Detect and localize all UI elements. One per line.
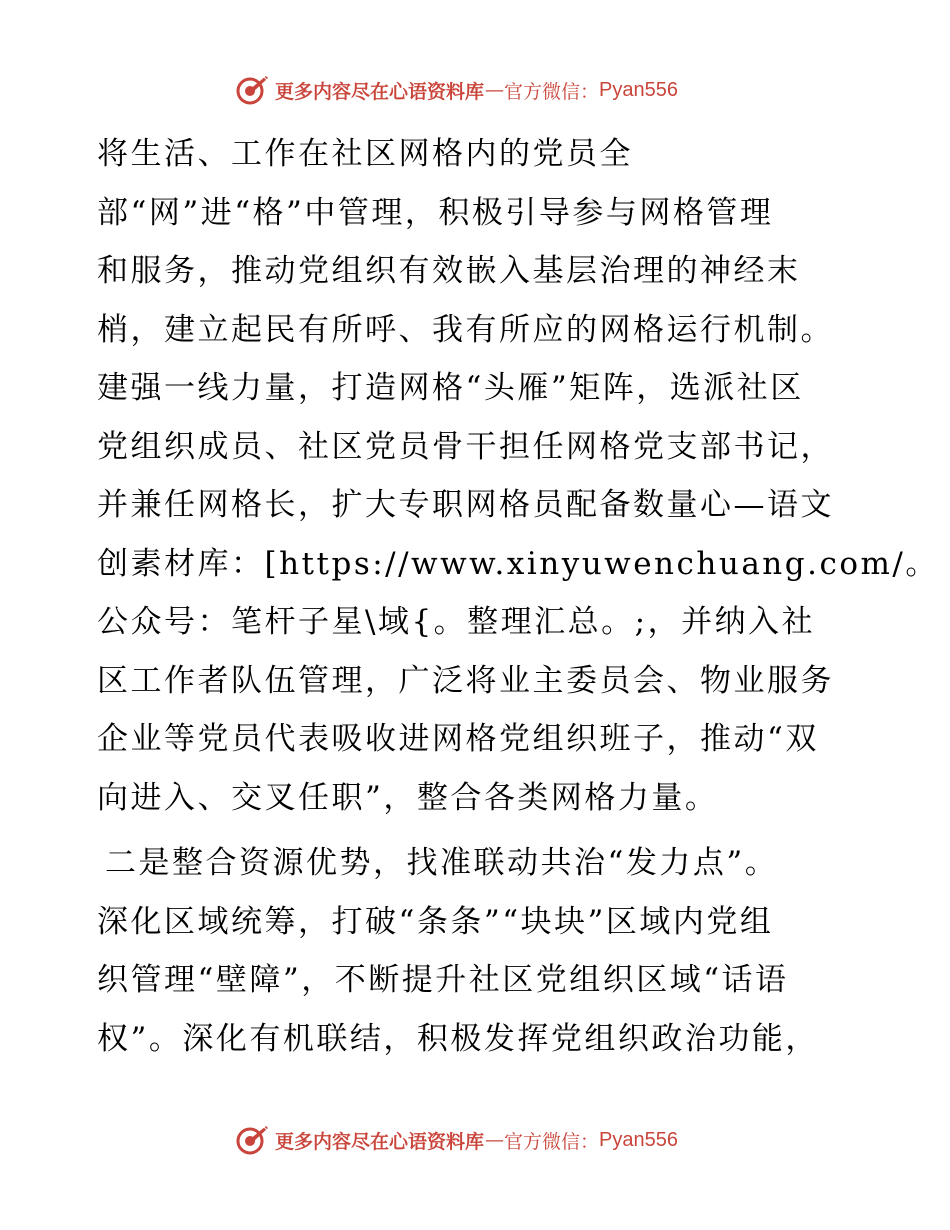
body-line: 建强一线力量，打造网格“头雁”矩阵，选派社区 bbox=[97, 370, 804, 406]
body-line: 织管理“壁障”，不断提升社区党组织区域“话语 bbox=[97, 962, 789, 998]
body-line: 部“网”进“格”中管理，积极引导参与网格管理 bbox=[97, 194, 774, 231]
body-line: 并兼任网格长，扩大专职网格员配备数量心—语文 bbox=[97, 487, 834, 523]
watermark-main-text: 更多内容尽在心语资料库 bbox=[275, 1130, 485, 1153]
section-heading-line: 二是整合资源优势，找准联动共治“发力点”。 bbox=[105, 845, 779, 881]
body-line: 将生活、工作在社区网格内的党员全 bbox=[97, 136, 633, 172]
body-line: 深化区域统筹，打破“条条”“块块”区域内党组 bbox=[97, 903, 774, 940]
body-line: 区工作者队伍管理，广泛将业主委员会、物业服务 bbox=[97, 662, 834, 699]
watermark-separator: — bbox=[485, 1129, 505, 1151]
watermark-wechat-id: Pyan556 bbox=[599, 78, 678, 101]
pen-logo-icon bbox=[235, 73, 269, 107]
footer-watermark bbox=[235, 1122, 678, 1158]
watermark-wechat-label: 官方微信： bbox=[504, 80, 600, 103]
body-line: 和服务，推动党组织有效嵌入基层治理的神经末 bbox=[97, 253, 801, 289]
document-body bbox=[97, 125, 939, 1068]
body-line: 企业等党员代表吸收进网格党组织班子，推动“双 bbox=[97, 721, 819, 757]
body-line: 向进入、交叉任职”，整合各类网格力量。 bbox=[97, 779, 719, 816]
body-line: 公众号：笔杆子星\域{。整理汇总。;，并纳入社 bbox=[97, 604, 816, 640]
watermark-wechat-label: 官方微信： bbox=[504, 1130, 600, 1153]
pen-logo-icon bbox=[235, 1123, 269, 1157]
watermark-separator: — bbox=[485, 79, 505, 101]
body-line: 权”。深化有机联结，积极发挥党组织政治功能， bbox=[97, 1020, 819, 1057]
watermark-main-text: 更多内容尽在心语资料库 bbox=[275, 80, 485, 103]
body-line: 梢，建立起民有所呼、我有所应的网格运行机制。 bbox=[97, 311, 834, 348]
body-line-url: 创素材库：[https://www.xinyuwenchuang.com/。 bbox=[97, 545, 939, 582]
watermark-wechat-id: Pyan556 bbox=[599, 1128, 678, 1151]
body-line: 党组织成员、社区党员骨干担任网格党支部书记， bbox=[97, 428, 834, 465]
header-watermark bbox=[235, 72, 678, 108]
